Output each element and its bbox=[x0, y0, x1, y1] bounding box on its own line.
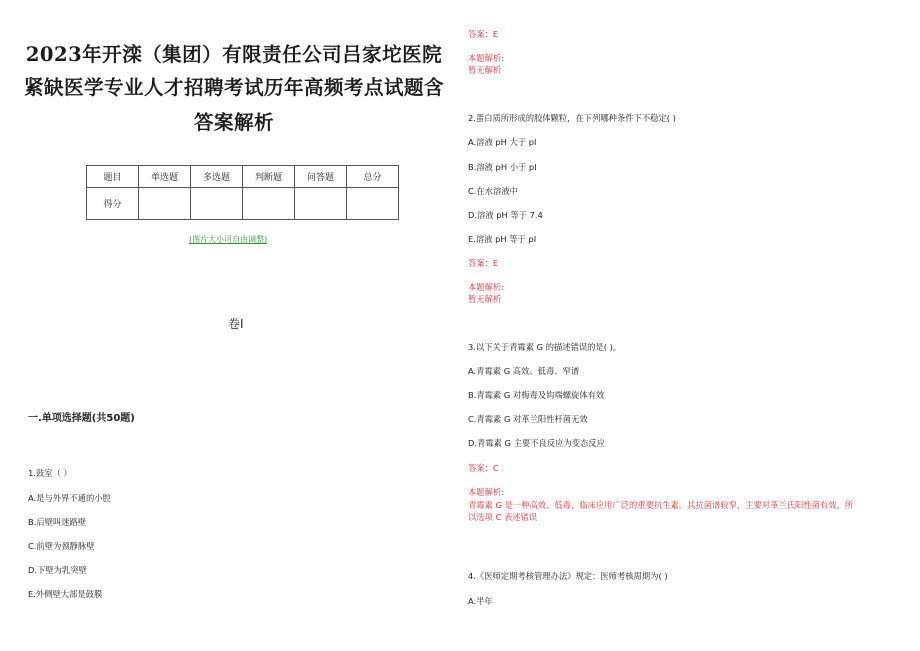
question-1-option-b: B.后壁叫迷路壁 bbox=[28, 517, 87, 527]
question-1-option-d: D.下壁为乳突壁 bbox=[28, 565, 87, 575]
image-caption: (图片大小可自由调整) bbox=[189, 235, 268, 244]
question-1-analysis: 暂无解析 bbox=[468, 65, 502, 75]
score-table-header: 单选题 bbox=[139, 166, 191, 188]
score-table-header: 总分 bbox=[347, 166, 399, 188]
question-1-analysis-label: 本题解析: bbox=[468, 53, 504, 63]
question-4-stem: 4.《医师定期考核管理办法》规定：医师考核周期为( ) bbox=[468, 571, 668, 581]
score-table-header: 题目 bbox=[87, 166, 139, 188]
question-3-option-b: B.青霉素 G 对梅毒及钩端螺旋体有效 bbox=[468, 390, 605, 400]
question-2-stem: 2.蛋白质所形成的胶体颗粒，在下列哪种条件下不稳定( ) bbox=[468, 113, 676, 123]
question-3-option-d: D.青霉素 G 主要不良反应为变态反应 bbox=[468, 438, 605, 448]
question-2-option-a: A.溶液 pH 大于 pI bbox=[468, 137, 537, 147]
question-2-option-c: C.在水溶液中 bbox=[468, 186, 518, 196]
question-3-analysis-line-1: 青霉素 G 是一种高效、低毒，临床应用广泛的重要抗生素。其抗菌谱较窄，主要对革兰氏阳性菌有效。所 bbox=[468, 500, 854, 510]
question-3-analysis-label: 本题解析: bbox=[468, 487, 504, 497]
question-3-option-a: A.青霉素 G 高效、低毒、窄谱 bbox=[468, 366, 580, 376]
score-cell bbox=[347, 188, 399, 220]
score-table-header: 判断题 bbox=[243, 166, 295, 188]
question-4-option-a: A.半年 bbox=[468, 596, 493, 606]
section-title: 一.单项选择题(共50题) bbox=[28, 413, 135, 424]
score-cell bbox=[243, 188, 295, 220]
question-2-answer: 答案：E bbox=[468, 258, 499, 268]
question-1-stem: 1.鼓室（ ） bbox=[28, 468, 72, 478]
score-cell bbox=[139, 188, 191, 220]
question-2-analysis-label: 本题解析: bbox=[468, 282, 504, 292]
document-title-line-2: 紧缺医学专业人才招聘考试历年高频考点试题含 bbox=[23, 76, 444, 99]
question-3-answer: 答案：C bbox=[468, 463, 499, 473]
document-title-line-3: 答案解析 bbox=[193, 111, 274, 134]
score-table-score-row bbox=[87, 188, 399, 220]
question-2-analysis: 暂无解析 bbox=[468, 294, 502, 304]
score-cell bbox=[295, 188, 347, 220]
score-cell bbox=[191, 188, 243, 220]
question-2-option-d: D.溶液 pH 等于 7.4 bbox=[468, 210, 543, 220]
question-1-option-e: E.外侧壁大部是鼓膜 bbox=[28, 589, 103, 599]
score-table-header: 多选题 bbox=[191, 166, 243, 188]
score-table-header-row bbox=[87, 166, 399, 188]
question-3-option-c: C.青霉素 G 对革兰阳性杆菌无效 bbox=[468, 414, 588, 424]
score-table-header: 问答题 bbox=[295, 166, 347, 188]
question-2-option-b: B.溶液 pH 小于 pI bbox=[468, 162, 537, 172]
question-3-stem: 3.以下关于青霉素 G 的描述错误的是( )。 bbox=[468, 342, 622, 352]
question-1-option-a: A.是与外界不通的小腔 bbox=[28, 493, 111, 503]
question-1-answer: 答案：E bbox=[468, 29, 499, 39]
score-table bbox=[86, 165, 399, 220]
document-title-line-1: 2023年开滦（集团）有限责任公司吕家坨医院 bbox=[25, 43, 443, 66]
question-2-option-e: E.溶液 pH 等于 pI bbox=[468, 234, 537, 244]
question-3-analysis-line-2: 以选项 C 表述错误 bbox=[468, 512, 538, 522]
volume-label: 卷Ⅰ bbox=[228, 317, 244, 331]
score-row-label: 得分 bbox=[87, 188, 139, 220]
question-1-option-c: C.前壁为颈静脉壁 bbox=[28, 541, 95, 551]
